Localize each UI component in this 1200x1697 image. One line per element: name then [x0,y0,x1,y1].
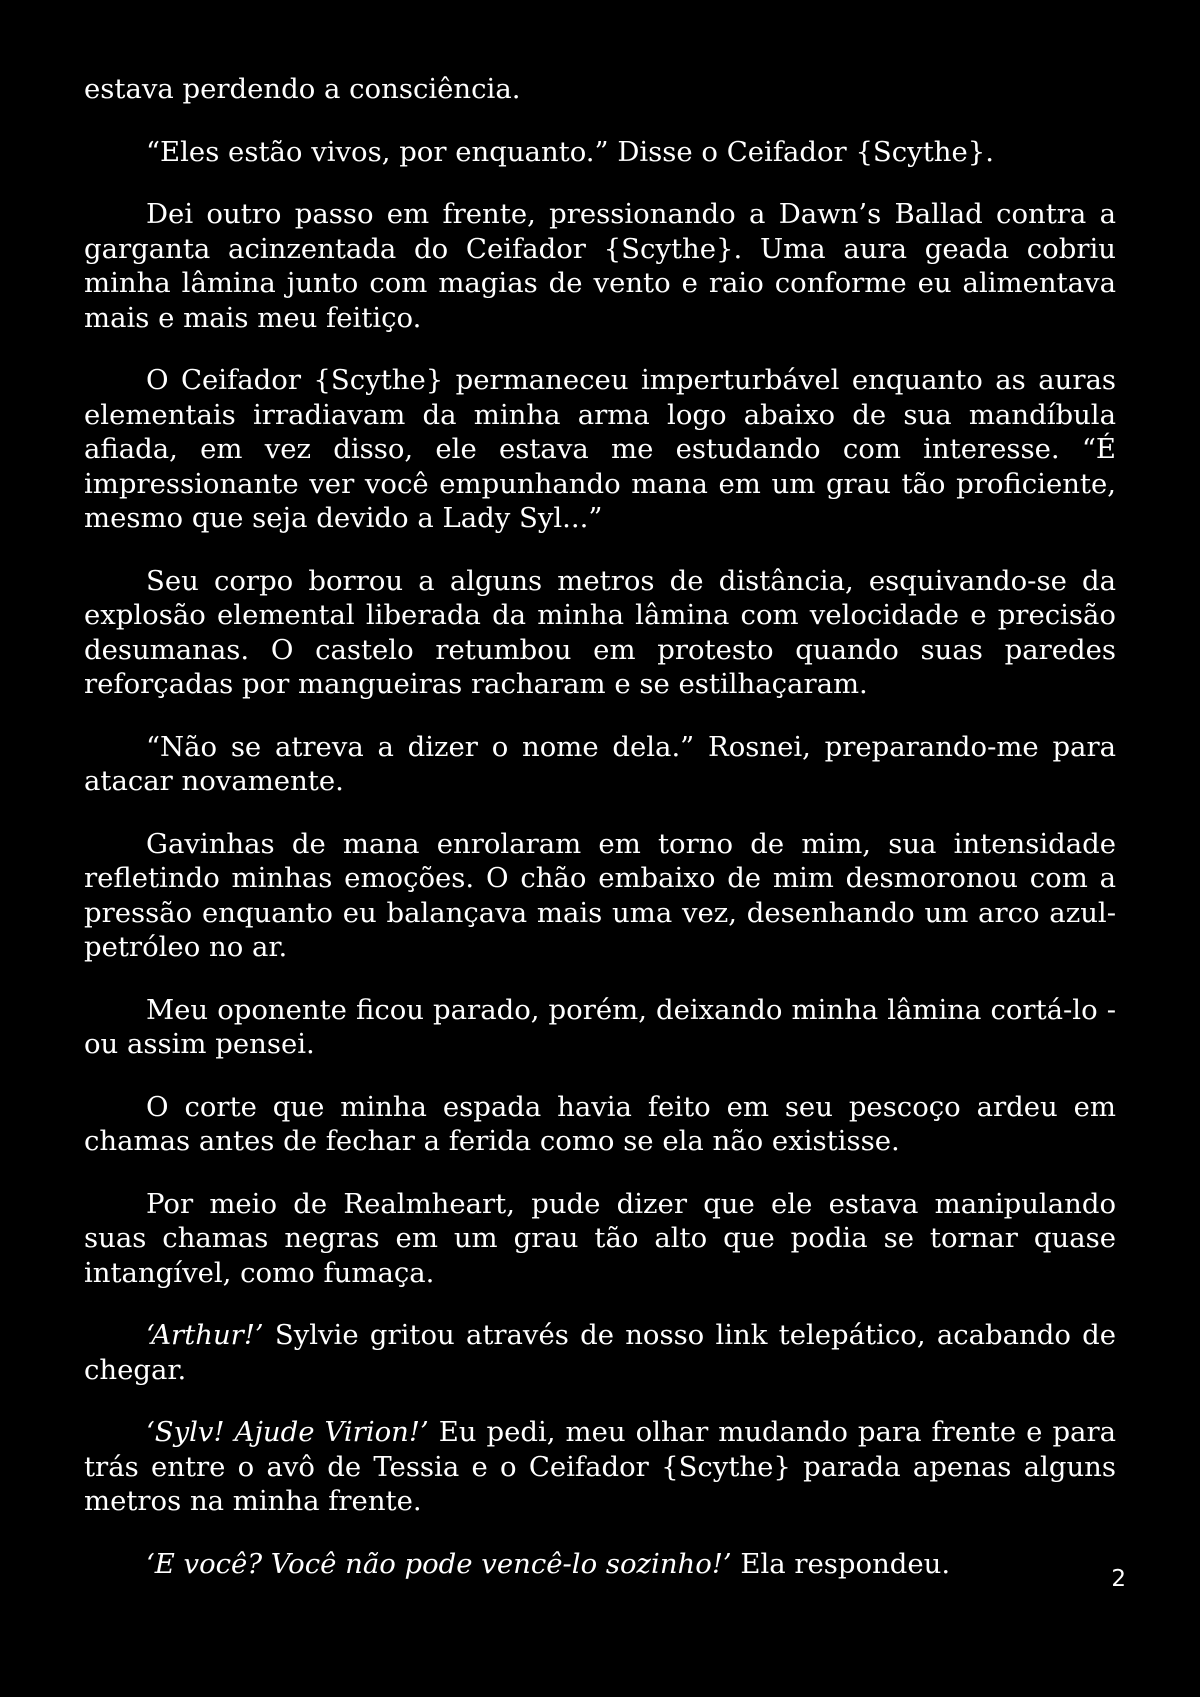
paragraph: Seu corpo borrou a alguns metros de distância, esquivando-se da explosão elemental liberada da minha lâmina com velocidade e precisão desumanas. O castelo retumbou em protesto quando suas paredes reforçadas por mangueiras racharam e se estilhaçaram. [84,564,1116,700]
italic-speech: ‘Sylv! Ajude Virion!’ [146,1416,429,1448]
paragraph: “Eles estão vivos, por enquanto.” Disse o Ceifador {Scythe}. [146,135,994,168]
telepathic-dialogue-paragraph [84,1318,1116,1387]
italic-speech: ‘E você? Você não pode vencê-lo sozinho!’ [146,1547,732,1580]
narration: Eu pedi, meu olhar mudando para frente e para trás entre o avô de Tessia e o Ceifador {Scythe} parada apenas alguns metros na minha frente. [84,1416,1116,1517]
paragraph: “Não se atreva a dizer o nome dela.” Rosnei, preparando-me para atacar novamente. [84,730,1116,797]
page-number: 2 [1111,1566,1126,1592]
paragraph: estava perdendo a consciência. [84,73,521,105]
narration: Sylvie gritou através de nosso link telepático, acabando de chegar. [84,1319,1116,1386]
italic-speech: ‘Arthur!’ [146,1319,264,1351]
paragraph: Por meio de Realmheart, pude dizer que ele estava manipulando suas chamas negras em um grau tão alto que podia se tornar quase intangível, como fumaça. [84,1187,1116,1289]
paragraph: Dei outro passo em frente, pressionando a Dawn’s Ballad contra a garganta acinzentada do Ceifador {Scythe}. Uma aura geada cobriu minha lâmina junto com magias de vento e raio conforme eu alimentava mais e mais meu feitiço. [84,198,1116,334]
telepathic-dialogue-paragraph [84,1415,1116,1519]
paragraph: O Ceifador {Scythe} permaneceu imperturbável enquanto as auras elementais irradiavam da minha arma logo abaixo de sua mandíbula afiada, em vez disso, ele estava me estudando com interesse. “É impressionante ver você empunhando mana em um grau tão proficiente, mesmo que seja devido a Lady Syl...” [84,364,1116,534]
narration: Ela respondeu. [731,1547,951,1580]
paragraph: O corte que minha espada havia feito em seu pescoço ardeu em chamas antes de fechar a ferida como se ela não existisse. [84,1090,1116,1157]
paragraph: Meu oponente ficou parado, porém, deixando minha lâmina cortá-lo - ou assim pensei. [84,993,1116,1060]
paragraph: Gavinhas de mana enrolaram em torno de mim, sua intensidade refletindo minhas emoções. O chão embaixo de mim desmoronou com a pressão enquanto eu balançava mais uma vez, desenhando um arco azul-petróleo no ar. [84,827,1116,963]
body-text [84,72,1116,1609]
telepathic-dialogue-paragraph [84,1547,1116,1582]
